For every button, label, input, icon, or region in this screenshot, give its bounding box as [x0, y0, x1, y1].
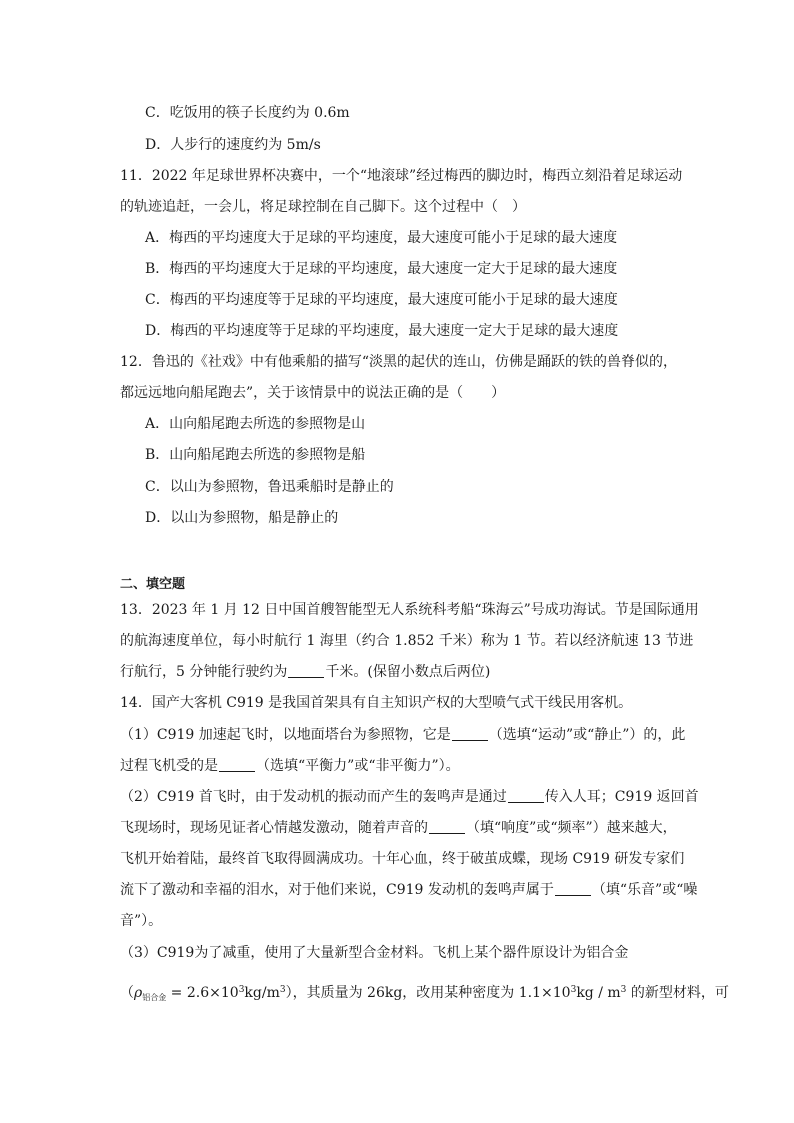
q14-p2-blank-2[interactable]	[429, 819, 465, 834]
q14-part3-line1: （3）C919为了减重，使用了大量新型合金材料。飞机上某个器件原设计为铝合金	[120, 945, 629, 961]
q14-part1-line1	[120, 725, 685, 745]
q14-p2-text-c: 飞现场时，现场见证者心情越发激动，随着声音的	[120, 820, 428, 836]
q14-p2-text-e: 流下了激动和幸福的泪水，对于他们来说，C919 发动机的轰鸣声属于	[120, 882, 554, 898]
q14-part3-line2: $(\rho_{铝合金} = 2.6\times 10^3kg/m^3)$，其质量为 26kg，改用某种密度为 $1.1\times 10^3kg / m^3$ 的新型材料，可	[120, 985, 729, 1002]
q14-p2-text-f: （填“乐音”或“噪	[591, 882, 698, 898]
rho-subscript: 铝合金	[142, 993, 167, 1002]
q14-p1-text-a: （1）C919 加速起飞时，以地面塔台为参照物，它是	[120, 727, 451, 743]
q14-p1-blank-2[interactable]	[219, 757, 255, 772]
q14-p2-text-a: （2）C919 首飞时，由于发动机的振动而产生的轰鸣声是通过	[120, 789, 507, 805]
rho-symbol: ρ	[134, 985, 143, 1001]
q12-option-a: A．山向船尾跑去所选的参照物是山	[145, 416, 366, 432]
q14-part2-line5: 音”）。	[120, 913, 163, 929]
q10-option-d: D．人步行的速度约为 5m/s	[145, 137, 321, 153]
q14-p1-blank-1[interactable]	[452, 726, 488, 741]
q14-p2-text-b: 传入人耳；C919 返回首	[544, 789, 699, 805]
q11-option-d: D．梅西的平均速度等于足球的平均速度，最大速度一定大于足球的最大速度	[145, 323, 619, 339]
q12-stem-line2: 都远远地向船尾跑去”，关于该情景中的说法正确的是（ ）	[120, 385, 506, 401]
q11-stem-line2: 的轨迹追赶，一会儿，将足球控制在自己脚下。这个过程中（ ）	[120, 199, 526, 215]
q12-stem-line1: 12．鲁迅的《社戏》中有他乘船的描写“淡黑的起伏的连山，仿佛是踊跃的铁的兽脊似的，	[120, 354, 677, 370]
q13-answer-blank[interactable]	[288, 663, 324, 678]
q14-p2-text-d: （填“响度”或“频率”）越来越大，	[466, 820, 677, 836]
q13-line2: 的航海速度单位，每小时航行 1 海里（约合 1.852 千米）称为 1 节。若以经济航速 13 节进	[120, 633, 694, 649]
q14-part1-line2	[120, 756, 460, 776]
q11-option-b: B．梅西的平均速度大于足球的平均速度，最大速度一定大于足球的最大速度	[145, 261, 618, 277]
section-title: 二、填空题	[120, 577, 186, 592]
q14-p2-blank-1[interactable]	[508, 788, 544, 803]
q14-p1-text-b: （选填“运动”或“静止”）的，此	[488, 727, 686, 743]
q14-p2-blank-3[interactable]	[555, 881, 591, 896]
q13-line3	[120, 662, 490, 682]
q13-line3-text-b: 千米。(保留小数点后两位)	[325, 664, 491, 680]
q12-option-c: C．以山为参照物，鲁迅乘船时是静止的	[145, 479, 394, 495]
q14-part2-line2	[120, 818, 677, 838]
q14-stem: 14．国产大客机 C919 是我国首架具有自主知识产权的大型喷气式干线民用客机。	[120, 695, 633, 711]
q14-part2-line1	[120, 787, 699, 807]
q14-p1-text-c: 过程飞机受的是	[120, 758, 218, 774]
q11-option-a: A．梅西的平均速度大于足球的平均速度，最大速度可能小于足球的最大速度	[145, 230, 618, 246]
q13-line3-text-a: 行航行，5 分钟能行驶约为	[120, 664, 288, 680]
q12-option-b: B．山向船尾跑去所选的参照物是船	[145, 447, 366, 463]
q14-part2-line3: 飞机开始着陆，最终首飞取得圆满成功。十年心血，终于破茧成蝶，现场 C919 研发专家们	[120, 851, 685, 867]
q10-option-c: C．吃饭用的筷子长度约为 0.6m	[145, 105, 350, 121]
q12-option-d: D．以山为参照物，船是静止的	[145, 510, 339, 526]
q11-stem-line1: 11．2022 年足球世界杯决赛中，一个“地滚球”经过梅西的脚边时，梅西立刻沿着足球运动	[120, 168, 683, 184]
q14-p1-text-d: （选填“平衡力”或“非平衡力”）。	[256, 758, 460, 774]
q11-option-c: C．梅西的平均速度等于足球的平均速度，最大速度可能小于足球的最大速度	[145, 292, 618, 308]
q13-line1: 13．2023 年 1 月 12 日中国首艘智能型无人系统科考船“珠海云”号成功海试。节是国际通用	[120, 602, 699, 618]
q14-part2-line4	[120, 880, 697, 900]
